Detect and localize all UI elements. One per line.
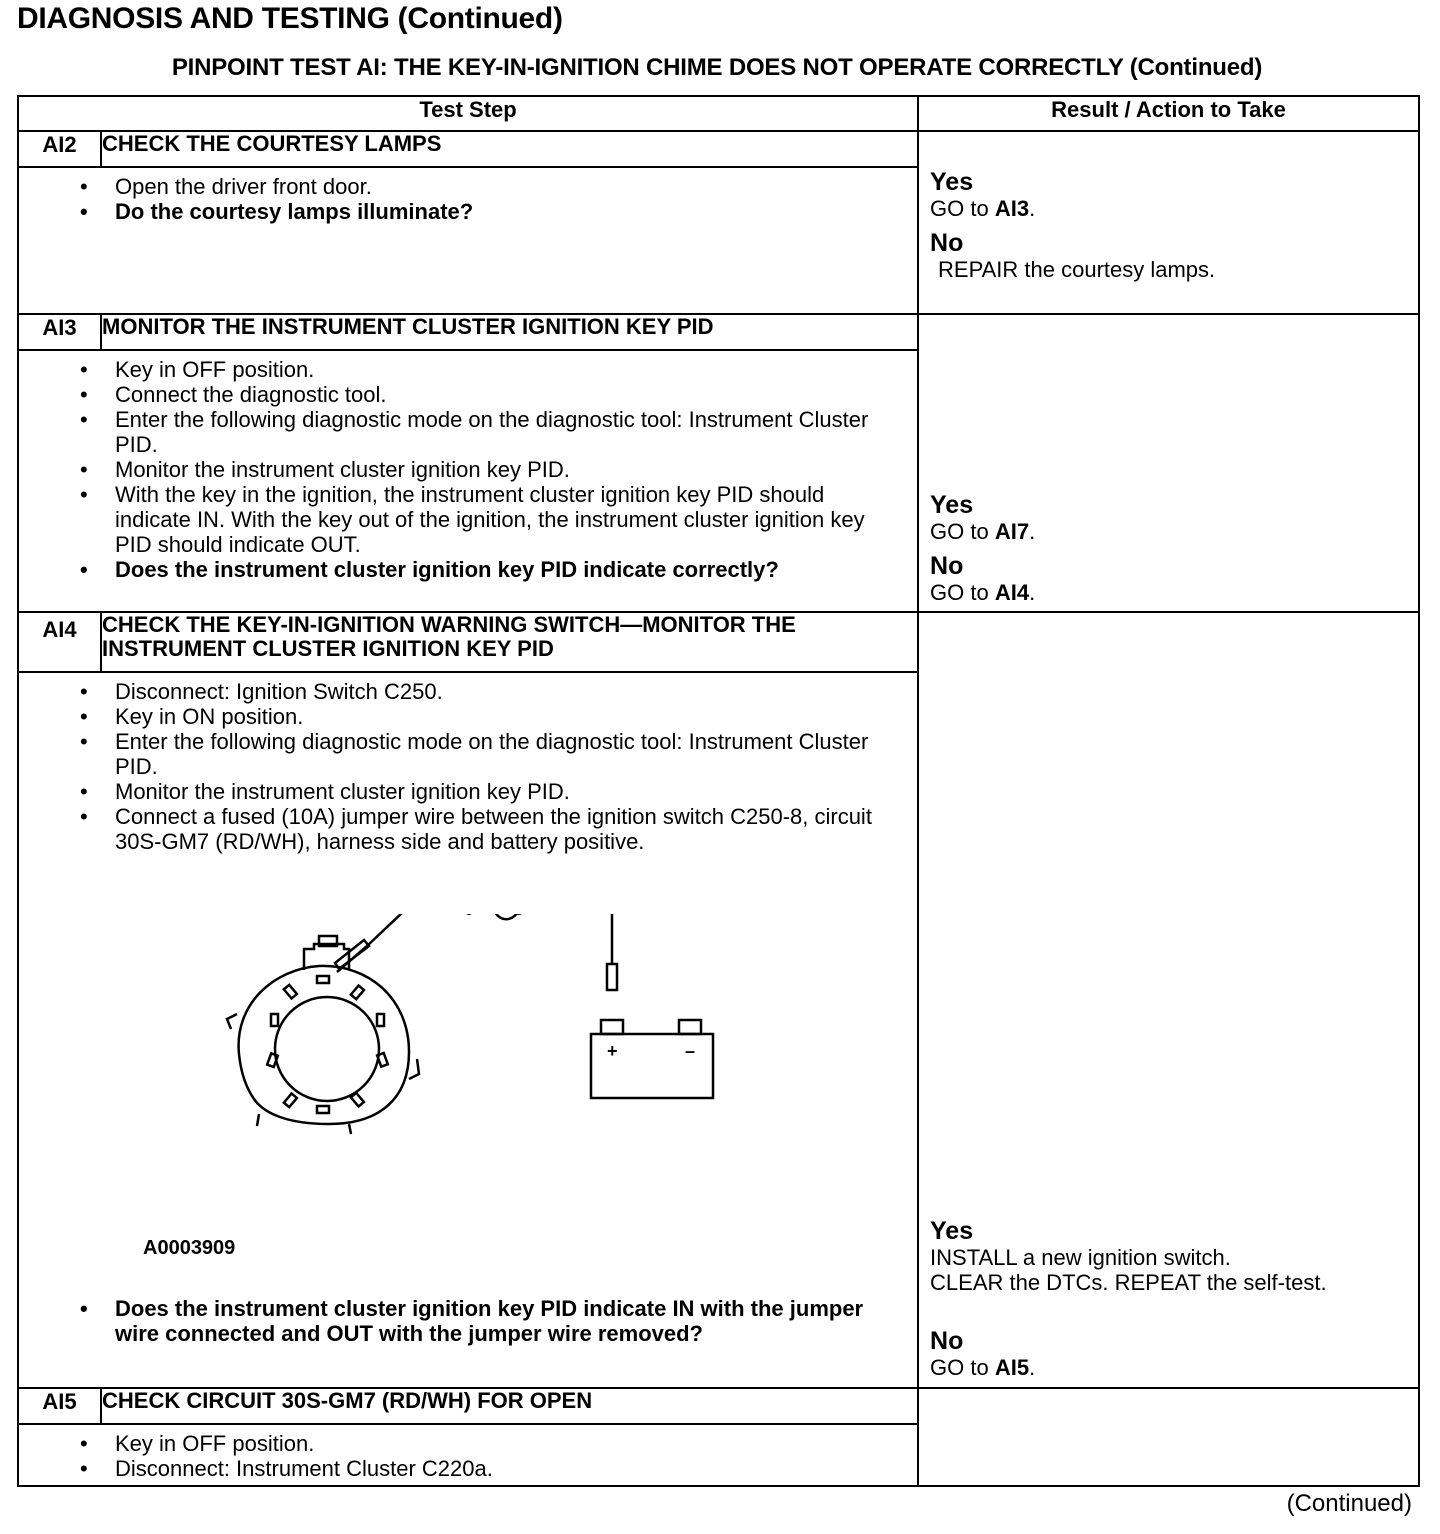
step-question: • Does the instrument cluster ignition key PID indicate IN with the jumper wire connected and OUT with the jumper wire removed?	[115, 1296, 877, 1346]
yes-label: Yes	[930, 491, 974, 519]
step-instructions	[19, 1425, 917, 1481]
result-block	[930, 491, 1035, 605]
instruction-item: • Disconnect: Instrument Cluster C220a.	[115, 1456, 877, 1481]
yes-action-2: CLEAR the DTCs. REPEAT the self-test.	[930, 1270, 1327, 1295]
yes-label: Yes	[930, 1217, 974, 1245]
step-title: CHECK CIRCUIT 30S-GM7 (RD/WH) FOR OPEN	[101, 1388, 918, 1424]
step-body	[18, 672, 918, 1388]
fuse-icon	[469, 914, 519, 919]
no-label: No	[930, 1327, 964, 1355]
step-ai5-result	[918, 1388, 1419, 1486]
step-question-list	[19, 1284, 917, 1346]
step-reference: AI4	[994, 580, 1030, 605]
pinpoint-test-title: PINPOINT TEST AI: THE KEY-IN-IGNITION CHIME DOES NOT OPERATE CORRECTLY (Continued)	[171, 54, 1263, 81]
yes-action: GO to AI3.	[930, 196, 1036, 221]
step-title: MONITOR THE INSTRUMENT CLUSTER IGNITION KEY PID	[101, 314, 918, 350]
step-id: AI4	[18, 612, 101, 672]
yes-label: Yes	[930, 168, 974, 196]
step-id: AI3	[18, 314, 101, 350]
jumper-wire-diagram	[219, 914, 739, 1174]
instruction-item: • Connect a fused (10A) jumper wire between the ignition switch C250-8, circuit 30S-GM7 (RD/WH), harness side and battery positive.	[115, 804, 877, 854]
step-instructions	[19, 673, 917, 854]
instruction-item: • Monitor the instrument cluster ignition key PID.	[115, 779, 877, 804]
no-action: GO to AI5.	[930, 1355, 1036, 1380]
step-instructions	[19, 351, 917, 582]
no-action: GO to AI4.	[930, 580, 1036, 605]
step-title: CHECK THE COURTESY LAMPS	[101, 131, 918, 167]
step-body	[18, 350, 918, 612]
step-ai3-title-row	[18, 314, 1419, 350]
result-block	[930, 168, 1215, 282]
step-ai2-title-row	[18, 131, 1419, 167]
step-reference: AI7	[994, 519, 1030, 544]
step-ai3-result	[918, 314, 1419, 612]
battery-negative-label: –	[685, 1041, 696, 1061]
jumper-wire	[337, 914, 612, 972]
step-instructions	[19, 168, 917, 224]
step-question: • Do the courtesy lamps illuminate?	[115, 199, 877, 224]
step-ai4-title-row	[18, 612, 1419, 672]
instruction-item: • Key in ON position.	[115, 704, 877, 729]
step-title: CHECK THE KEY-IN-IGNITION WARNING SWITCH—MONITOR THE INSTRUMENT CLUSTER IGNITION KEY PID	[101, 612, 918, 672]
step-ai2-result	[918, 131, 1419, 314]
step-ai5-title-row	[18, 1388, 1419, 1424]
step-reference: AI5	[994, 1355, 1030, 1380]
no-label: No	[930, 552, 964, 580]
instruction-item: • Disconnect: Ignition Switch C250.	[115, 679, 877, 704]
instruction-item: • Connect the diagnostic tool.	[115, 382, 877, 407]
continued-note: (Continued)	[1286, 1490, 1412, 1517]
no-label: No	[930, 229, 964, 257]
column-header-result: Result / Action to Take	[918, 96, 1419, 131]
step-id: AI2	[18, 131, 101, 167]
result-block	[930, 1217, 1327, 1380]
wiring-figure	[19, 854, 917, 1284]
yes-action: GO to AI7.	[930, 519, 1036, 544]
step-body	[18, 167, 918, 314]
instruction-item: • Key in OFF position.	[115, 357, 877, 382]
column-header-test-step: Test Step	[18, 96, 918, 131]
battery-positive-label: +	[607, 1041, 618, 1061]
page-title: DIAGNOSIS AND TESTING (Continued)	[17, 2, 563, 35]
instruction-item: • Open the driver front door.	[115, 174, 877, 199]
step-body	[18, 1424, 918, 1486]
figure-id: A0003909	[143, 1237, 236, 1259]
step-question: • Does the instrument cluster ignition key PID indicate correctly?	[115, 557, 877, 582]
step-id: AI5	[18, 1388, 101, 1424]
yes-action-1: INSTALL a new ignition switch.	[930, 1245, 1231, 1270]
table-header-row	[18, 96, 1419, 131]
step-ai4-result	[918, 612, 1419, 1388]
no-action: REPAIR the courtesy lamps.	[938, 257, 1216, 282]
step-reference: AI3	[994, 196, 1030, 221]
instruction-item: • Monitor the instrument cluster ignition key PID.	[115, 457, 877, 482]
instruction-item: • Key in OFF position.	[115, 1431, 877, 1456]
pinpoint-test-table	[17, 95, 1420, 1487]
instruction-item: • Enter the following diagnostic mode on the diagnostic tool: Instrument Cluster PID.	[115, 729, 877, 779]
instruction-item: • Enter the following diagnostic mode on the diagnostic tool: Instrument Cluster PID.	[115, 407, 877, 457]
ignition-switch-core	[275, 997, 379, 1101]
instruction-item: • With the key in the ignition, the instrument cluster ignition key PID should indicate IN. With the key out of the ignition, the instrument cluster ignition key PID should indicate OUT.	[115, 482, 877, 557]
